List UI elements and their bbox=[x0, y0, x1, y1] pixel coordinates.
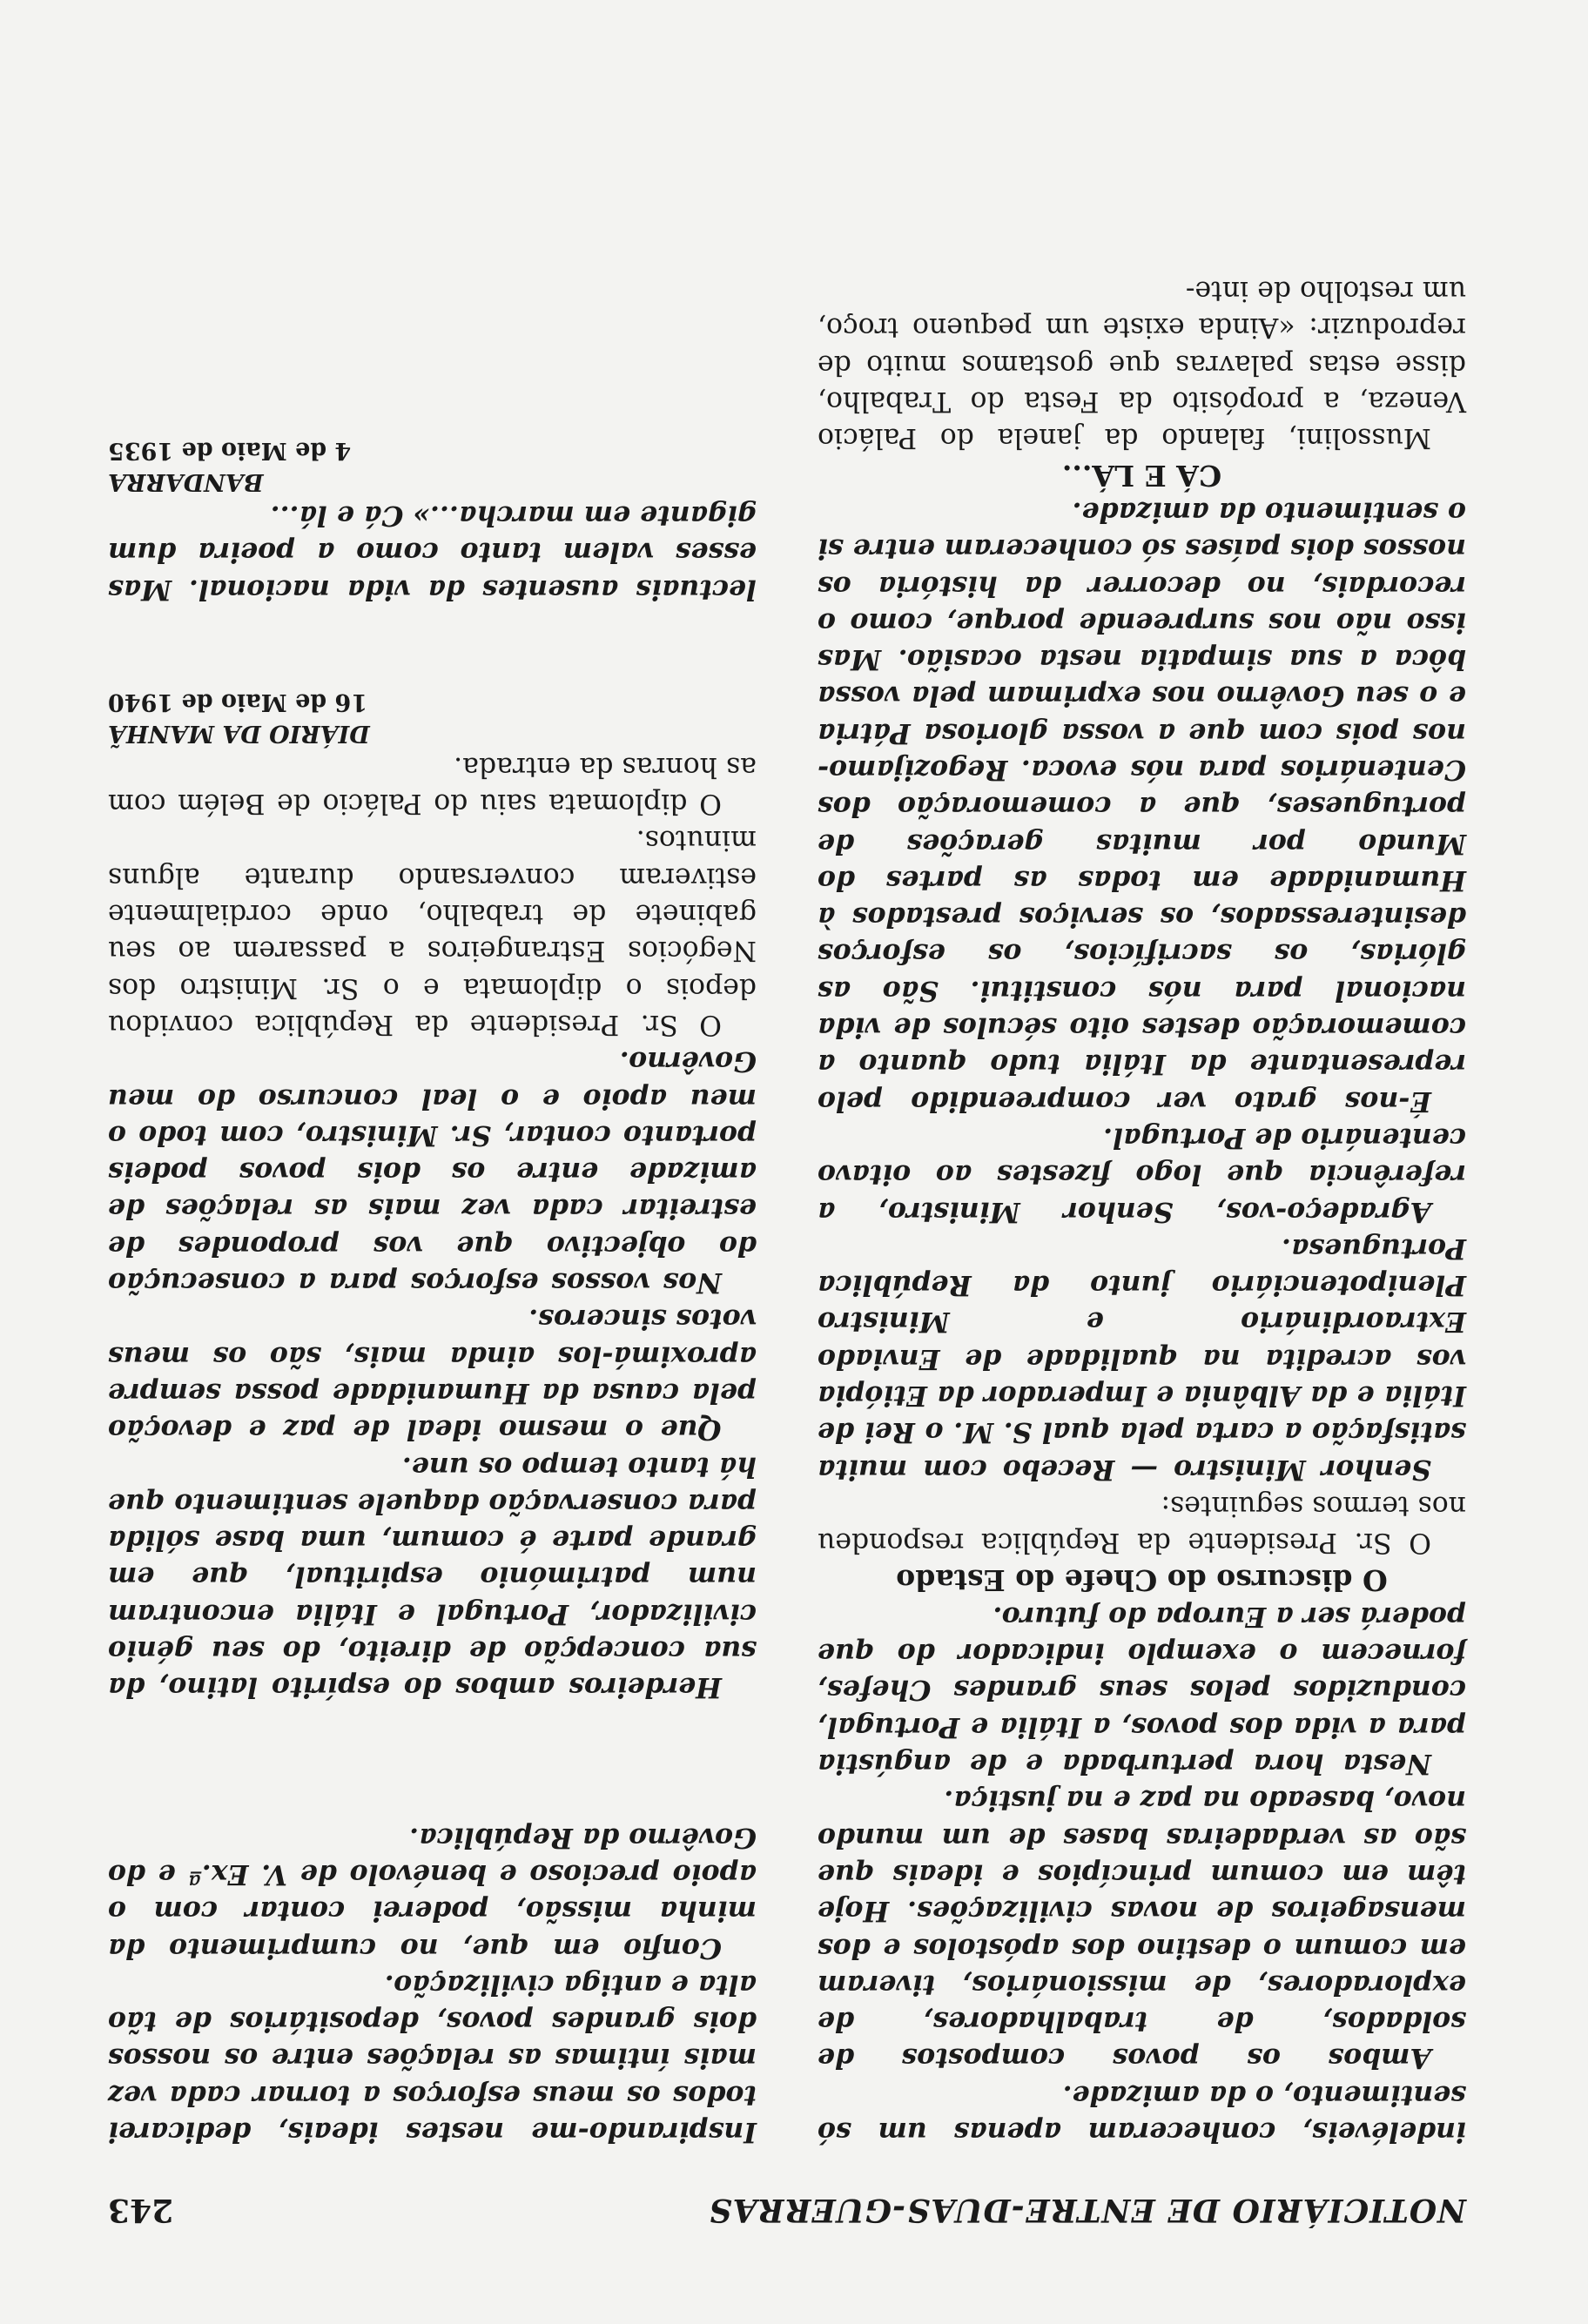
right-column bbox=[108, 434, 757, 2150]
source-signature: DIÁRIO DA MANHÃ bbox=[108, 719, 370, 747]
paragraph: Agradeço-vos, Senhor Ministro, a referência que logo fizestes ao oitavo centenário de Portugal. bbox=[818, 1121, 1466, 1228]
section-heading: O discurso do Chefe do Estado bbox=[896, 1562, 1388, 1597]
left-column bbox=[818, 272, 1466, 2150]
paragraph: É-nos grato ver compreendido pelo representante da Itália tudo quanto a comemoração destes oito séculos de vida nacional para nós constitui. São as glórias, os sacrifícios, os esforços desinteressados, os serviços prestados à Humanidade em todas as partes do Mundo por muitas gerações de portugueses, que a comemoração dos Centenários para nós evoca. Regozijamo-nos pois com que a vossa gloriosa Pátria e o seu Govêrno nos exprimam pela vossa bôca a sua simpatia nesta ocasião. Mas isso não nos surpreende porque, como o recordais, no decorrer da história os nossos dois países só conheceram entre si o sentimento da amizade. bbox=[818, 495, 1466, 1118]
paragraph: O Sr. Presidente da República respondeu nos termos seguintes: bbox=[818, 1489, 1466, 1559]
paragraph: Mussolini, falando da janela do Palácio Veneza, a propósito da Festa do Trabalho, disse estas palavras que gostamos muito de reproduzir: «Ainda existe um pequeno troço, um restolho de inte- bbox=[818, 275, 1466, 454]
paragraph: O Sr. Presidente da República convidou depois o diplomata e o Sr. Ministro dos Negócios Estrangeiros a passarem ao seu gabinete de trabalho, onde cordialmente estiveram conversando durante alguns minutos. bbox=[108, 824, 757, 1040]
paragraph: Herdeiros ambos do espírito latino, da sua concepção de direito, do seu génio civilizador, Portugal e Itália encontram num património espiritual, que em grande parte é comum, uma base sólida para conservação daquele sentimento que há tanto tempo os une. bbox=[108, 1450, 757, 1704]
paragraph: Que o mesmo ideal de paz e devoção pela causa da Humanidade possa sempre aproximá-los ainda mais, são os meus votos sinceros. bbox=[108, 1303, 757, 1447]
paragraph: Inspirando-me nestes ideais, dedicarei todos os meus esforços a tornar cada vez mais íntimas as relações entre os nossos dois grandes povos, depositários de tão alta e antiga civilização. bbox=[108, 1968, 757, 2148]
paragraph: Ambos os povos compostos de soldados, de trabalhadores, de exploradores, de missionários, tiveram em comum o destino dos apóstolos e dos mensageiros de novas civilizações. Hoje têm em comum princípios e ideais que são as verdadeiras bases de um mundo novo, baseado na paz e na justiça. bbox=[818, 1784, 1466, 2075]
paragraph: Senhor Ministro — Recebo com muita satisfação a carta pela qual S. M. o Rei de Itália e da Albânia e Imperador da Etiópia vos acredita na qualidade de Enviado Extraordinário e Ministro Plenipotenciário junto da República Portuguesa. bbox=[818, 1232, 1466, 1486]
source-date: 4 de Maio de 1935 bbox=[108, 436, 352, 464]
paragraph: Confio em que, no cumprimento da minha missão, poderei contar com o apoio precioso e benévolo de V. Ex.ª e do Govêrno da República. bbox=[108, 1821, 757, 1965]
section-heading: CÁ E LÁ... bbox=[1061, 458, 1222, 493]
running-title: NOTICIÁRIO DE ENTRE-DUAS-GUERRAS bbox=[708, 2192, 1466, 2228]
paragraph: indeléveis, conheceram apenas um só sentimento, o da amizade. bbox=[818, 2079, 1466, 2148]
running-header bbox=[108, 2185, 1466, 2228]
paragraph: Nesta hora perturbada e de angústia para a vida dos povos, a Itália e Portugal, conduzidos pelos seus grandes Chefes, fornecem o exemplo indicador do que poderá ser a Europa do futuro. bbox=[818, 1600, 1466, 1781]
paragraph: O diplomata saiu do Palácio de Belém com as honras da entrada. bbox=[108, 750, 757, 820]
paragraph: lectuais ausentes da vida nacional. Mas esses valem tanto como a poeira dum gigante em marcha...» Cá e lá... bbox=[108, 500, 757, 606]
source-signature: BANDARRA bbox=[108, 467, 264, 495]
paragraph: Nos vossos esforços para a consecução do objectivo que vos propondes de estreitar cada vez mais as relações de amizade entre os dois povos podeis portanto contar, Sr. Ministro, com todo o meu apoio e o leal concurso do meu Govêrno. bbox=[108, 1045, 757, 1300]
source-date: 16 de Maio de 1940 bbox=[108, 688, 368, 715]
page-number: 243 bbox=[108, 2192, 174, 2228]
